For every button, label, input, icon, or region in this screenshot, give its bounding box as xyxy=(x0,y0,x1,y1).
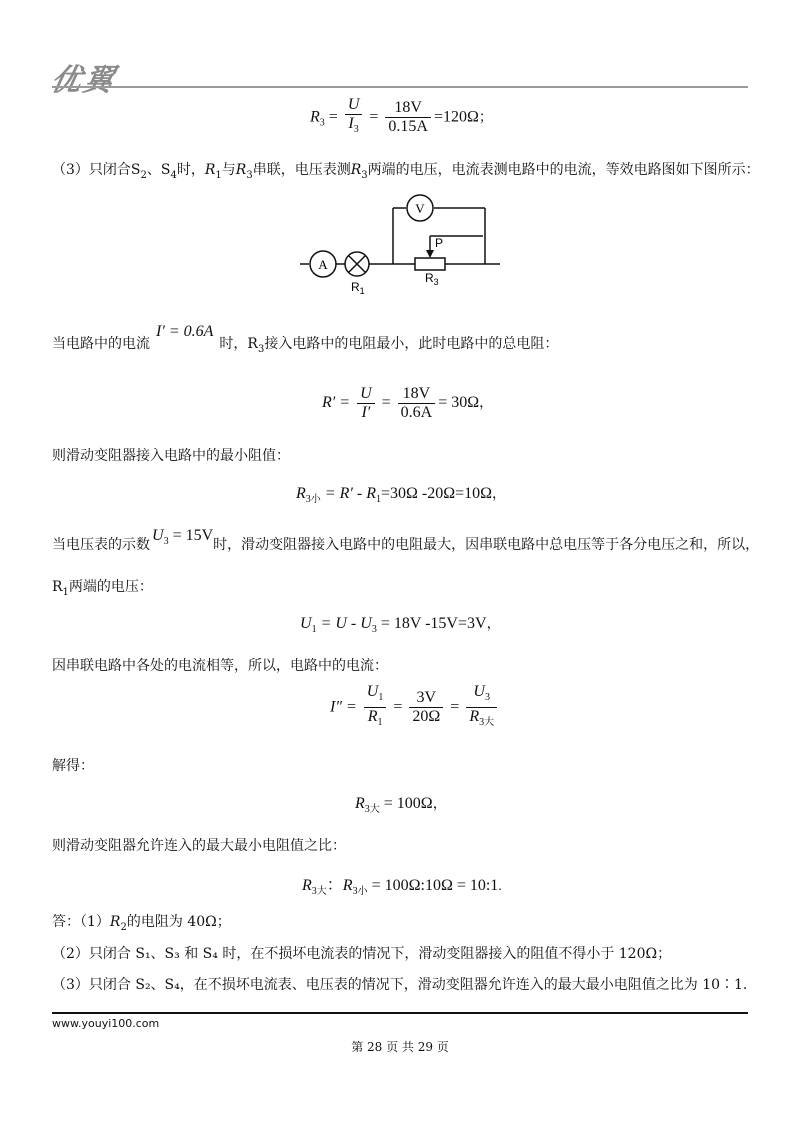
paragraph-r1-voltage: $R_1$两端的电压： xyxy=(52,579,153,598)
slider-arrow-head xyxy=(426,250,434,258)
svg-text:R3: $R_3$ xyxy=(425,271,439,287)
equation-r3: $R_3$ = $\frac{U}{I_3}$ = $\frac{18V}{0.15A}$ =120Ω； xyxy=(310,96,493,136)
paragraph-series-current: 因串联电路中各处的电流相等，所以，电路中的电流： xyxy=(52,658,388,674)
equation-r3-min: $R_{3小} = R' - R_1=30\Omega$ -20Ω=10Ω， xyxy=(296,485,507,506)
voltmeter-label: V xyxy=(415,201,425,216)
page-number: 第 28 页 共 29 页 xyxy=(351,1040,449,1054)
paragraph-part3: （3）只闭合$S_2$、$S_4$时，$R_1$与$R_3$串联，电压表测$R_3$两端的电压，电流表测电路中的电流，等效电路图如下图所示： xyxy=(52,162,760,181)
equation-u1: $U_1 = U - U_3 = 18V$ -15V=3V， xyxy=(300,615,501,636)
paragraph-current-06: 当电路中的电流I′ = 0.6A时，$R_3$接入电路中的电阻最小，此时电路中的总电阻： xyxy=(52,323,559,355)
answer-3: （3）只闭合 S₂、S₄，在不损坏电流表、电压表的情况下，滑动变阻器允许连入的最大最小电阻值之比为 10∶1. xyxy=(52,977,748,993)
svg-text:R1: $R_1$ xyxy=(351,280,365,295)
brand-logo: 优翼 xyxy=(47,63,119,98)
ammeter-label: A xyxy=(318,257,328,272)
circuit-diagram xyxy=(295,190,505,295)
equation-total-resistance: R′ = $\frac{U}{I'}$ = $\frac{18V}{0.6A}$ = 30Ω， xyxy=(322,385,494,421)
r3-label: R xyxy=(425,271,434,285)
footer-divider xyxy=(52,1012,748,1014)
paragraph-solve: 解得： xyxy=(52,758,94,774)
equation-ratio: $R_{3大}$：$R_{3小}$ = 100Ω:10Ω = 10:1. xyxy=(302,877,502,898)
r1-label: R xyxy=(351,280,360,294)
paragraph-voltmeter-15v: 当电压表的示数$U_3 = 15V$时，滑动变阻器接入电路中的电阻最大，因串联电路中总电压等于各分电压之和，所以， xyxy=(52,527,760,553)
paragraph-ratio: 则滑动变阻器允许连入的最大最小电阻值之比： xyxy=(52,838,346,854)
answer-2: （2）只闭合 S₁、S₃ 和 S₄ 时，在不损坏电流表的情况下，滑动变阻器接入的阻值不得小于 120Ω； xyxy=(52,946,672,962)
equation-current-ipp: I″ = $\frac{U_1}{R_1}$ = $\frac{3V}{20\Omega}$ = $\frac{U_3}{R_{3大}}$ xyxy=(330,683,500,732)
slider-label: P xyxy=(435,236,444,250)
rheostat-r3 xyxy=(415,258,445,270)
header-divider xyxy=(52,86,748,88)
equation-r3-max: $R_{3大} = 100\Omega$， xyxy=(355,795,447,816)
footer-url[interactable]: www.youyi100.com xyxy=(52,1017,160,1030)
paragraph-min-resistance: 则滑动变阻器接入电路中的最小阻值： xyxy=(52,448,290,464)
answer-1: 答：$(1)R_2$的电阻为 40Ω； xyxy=(52,914,231,933)
